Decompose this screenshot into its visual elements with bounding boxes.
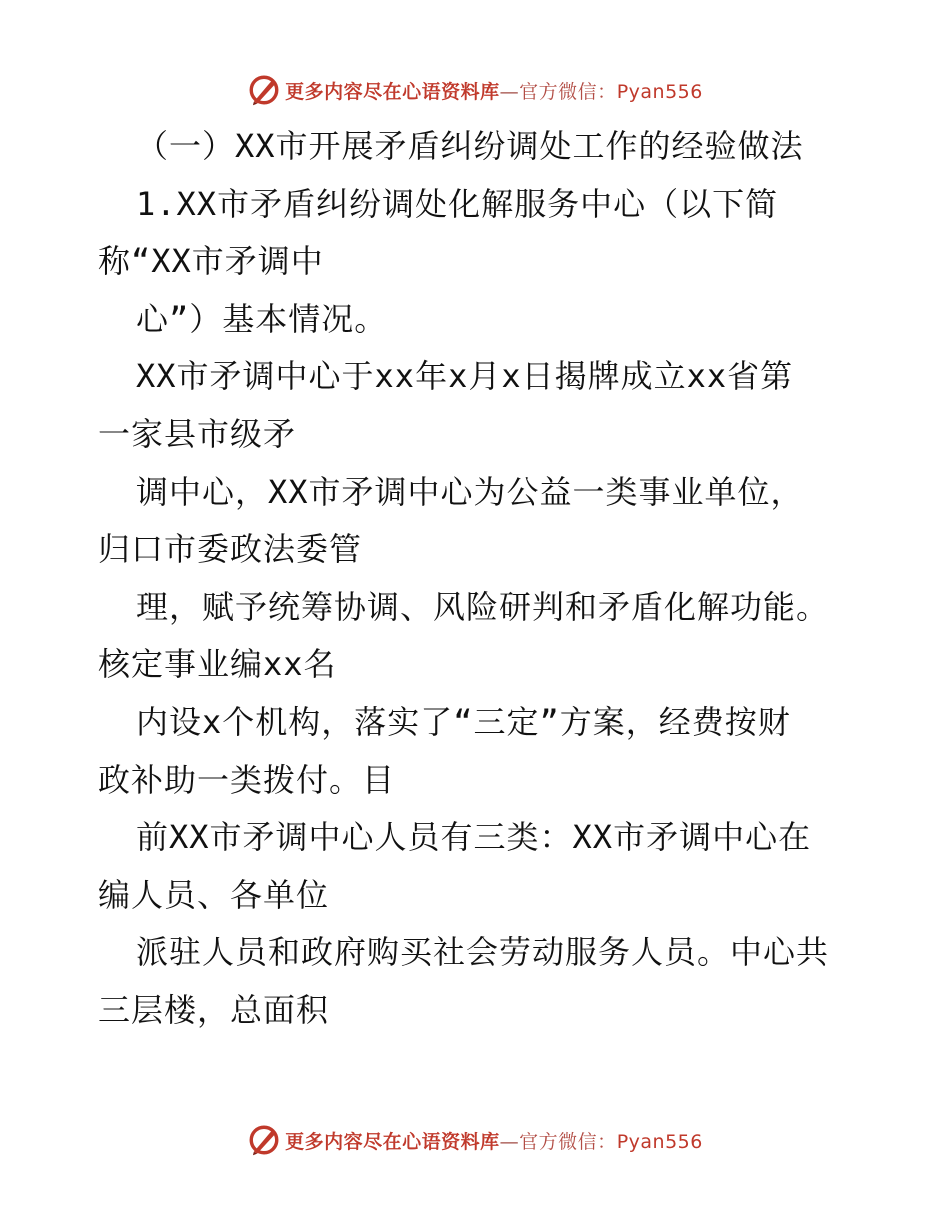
paragraph-line: 心”）基本情况。 (136, 299, 388, 338)
header-banner-wechat-id: Pyan556 (616, 80, 703, 103)
footer-banner-wechat-id: Pyan556 (616, 1130, 703, 1153)
paragraph-line: 政补助一类拨付。目 (98, 760, 396, 799)
paragraph-line: （一）XX市开展矛盾纠纷调处工作的经验做法 (136, 127, 804, 165)
paragraph-line: 前XX市矛调中心人员有三类：XX市矛调中心在 (136, 818, 812, 857)
paragraph-line: 内设x个机构，落实了“三定”方案，经费按财 (136, 702, 791, 741)
footer-banner (0, 1120, 950, 1160)
paragraph-line: 归口市委政法委管 (98, 530, 363, 569)
footer-banner-label: 官方微信： (519, 1130, 617, 1153)
paragraph-line: 称“XX市矛调中 (98, 242, 324, 281)
pen-logo-icon (247, 1123, 281, 1157)
paragraph-line: XX市矛调中心于xx年x月x日揭牌成立xx省第 (136, 357, 794, 396)
paragraph-line: 理，赋予统筹协调、风险研判和矛盾化解功能。 (136, 587, 830, 626)
pen-logo-icon (247, 73, 281, 107)
paragraph-line: 编人员、各单位 (98, 875, 330, 914)
paragraph-line: 一家县市级矛 (98, 414, 297, 453)
header-banner-title: 更多内容尽在心语资料库 (285, 80, 500, 103)
paragraph-line: 1.XX市矛盾纠纷调处化解服务中心（以下简 (136, 184, 779, 223)
footer-banner-title: 更多内容尽在心语资料库 (285, 1130, 500, 1153)
header-banner-label: 官方微信： (519, 80, 617, 103)
paragraph-line: 调中心，XX市矛调中心为公益一类事业单位， (136, 472, 804, 511)
header-banner-separator: — (499, 80, 520, 103)
paragraph-line: 核定事业编xx名 (98, 645, 337, 684)
header-banner-text (285, 77, 703, 104)
paragraph-line: 派驻人员和政府购买社会劳动服务人员。中心共 (136, 933, 830, 972)
footer-banner-separator: — (499, 1130, 520, 1153)
document-body (98, 118, 858, 1040)
header-banner (0, 70, 950, 110)
footer-banner-text (285, 1127, 703, 1154)
paragraph-line: 三层楼，总面积 (98, 990, 330, 1029)
